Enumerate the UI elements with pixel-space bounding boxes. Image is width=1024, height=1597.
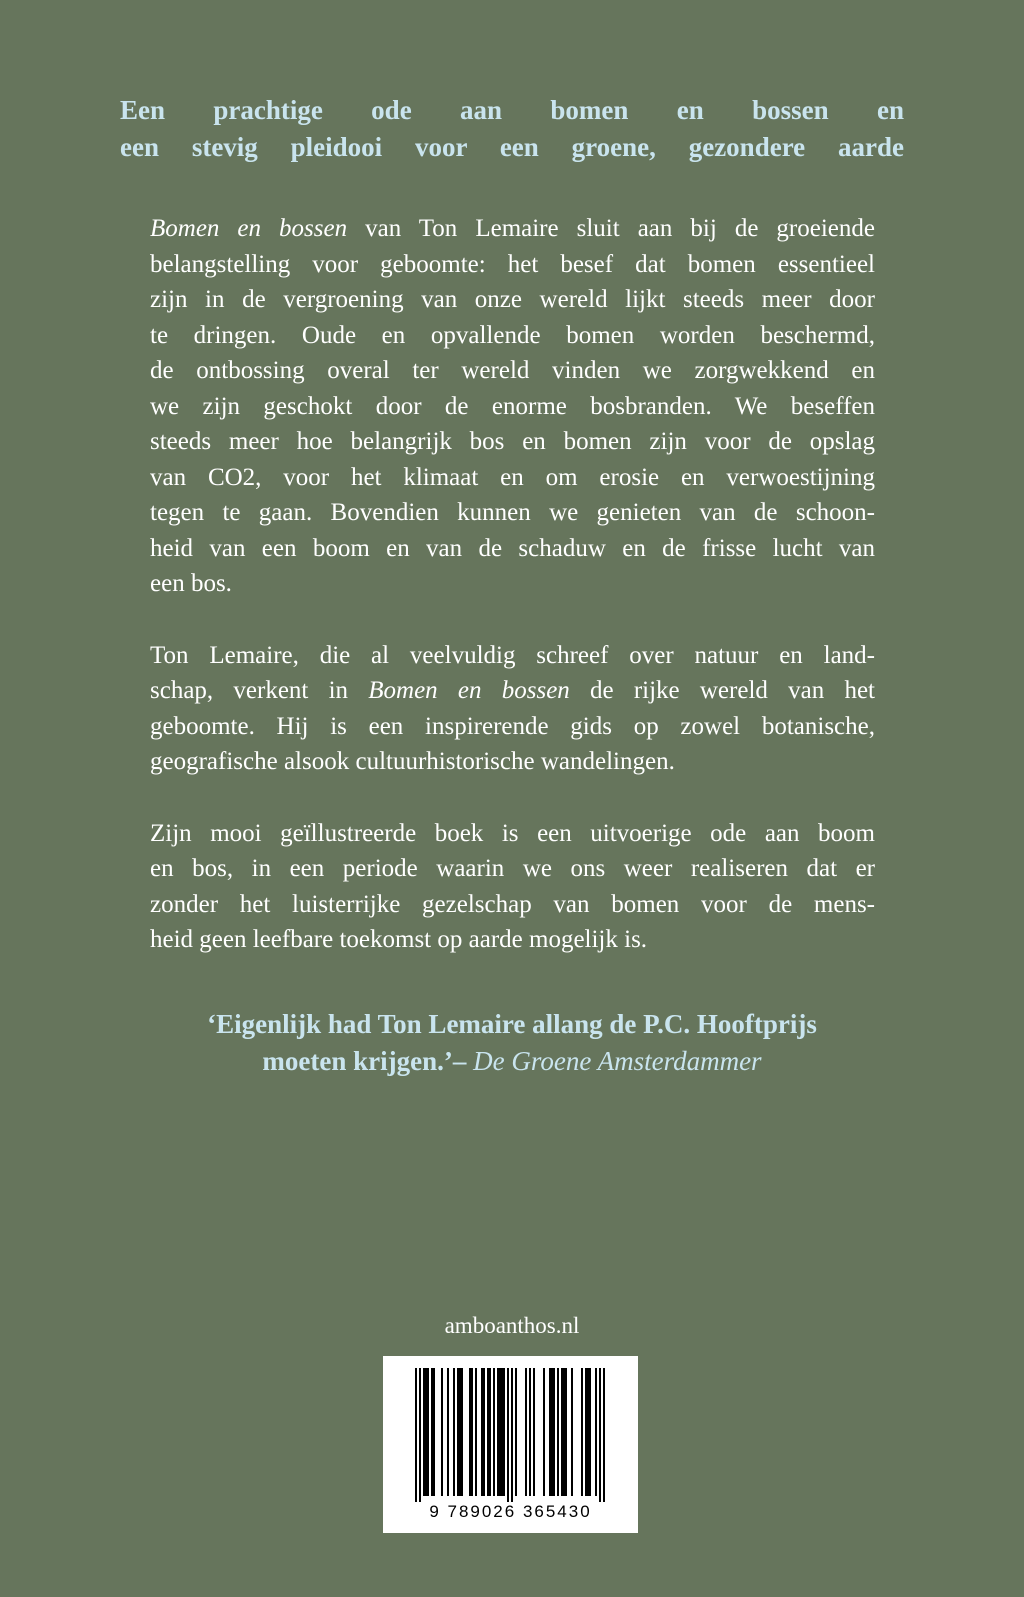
barcode-bar — [487, 1368, 489, 1496]
text-line — [150, 211, 875, 247]
barcode-bar — [431, 1368, 433, 1496]
barcode-bar — [529, 1368, 531, 1496]
barcode-bar — [587, 1368, 589, 1496]
barcode-bar — [503, 1368, 505, 1496]
barcode-bar — [457, 1368, 459, 1496]
barcode-bar — [489, 1368, 491, 1496]
barcode-guard-bar — [599, 1368, 601, 1502]
barcode-guard-bar — [419, 1368, 421, 1502]
publisher-website: amboanthos.nl — [444, 1313, 580, 1338]
text-line: en bos, in een periode waarin we ons weer realiseren dat er — [150, 855, 875, 882]
barcode-bar — [551, 1368, 553, 1496]
barcode-bar — [447, 1368, 449, 1496]
barcode-bar — [433, 1368, 435, 1496]
isbn-digits: 9 789026 365430 — [429, 1502, 592, 1521]
book-title: Bomen en bossen — [150, 215, 348, 242]
barcode-bar — [533, 1368, 535, 1496]
barcode-guard-bar — [415, 1368, 417, 1502]
text-run: schap, verkent in — [150, 677, 369, 704]
barcode-bar — [493, 1368, 495, 1496]
text-line: steeds meer hoe belangrijk bos en bomen zijn voor de opslag — [150, 428, 875, 455]
barcode-bar — [543, 1368, 545, 1496]
barcode-bar — [553, 1368, 555, 1496]
tagline-line-2: een stevig pleidooi voor een groene, gezondere aarde — [120, 132, 904, 162]
text-line: een bos. — [150, 570, 232, 597]
barcode-bar — [501, 1368, 503, 1496]
text-line: Ton Lemaire, die al veelvuldig schreef over natuur en land- — [150, 641, 875, 669]
barcode-bar — [585, 1368, 587, 1496]
barcode-bar — [469, 1368, 471, 1496]
isbn-barcode — [383, 1356, 638, 1533]
tagline-line-1: Een prachtige ode aan bomen en bossen en — [120, 95, 904, 125]
barcode-guard-bar — [603, 1368, 605, 1502]
text-line: zonder het luisterrijke gezelschap van bomen voor de mens- — [150, 890, 875, 918]
barcode-bar — [459, 1368, 461, 1496]
barcode-bar — [475, 1368, 477, 1496]
barcode-bar — [571, 1368, 573, 1496]
barcode-bar — [561, 1368, 563, 1496]
blurb-paragraph-3 — [150, 816, 875, 958]
barcode-bar — [453, 1368, 455, 1496]
barcode-bar — [427, 1368, 429, 1496]
barcode-guard-bar — [507, 1368, 509, 1502]
text-line: geboomte. Hij is een inspirerende gids op zowel botanische, — [150, 712, 875, 740]
barcode-bar — [565, 1368, 567, 1496]
text-line: belangstelling voor geboomte: het besef dat bomen essentieel — [150, 250, 875, 278]
barcode-bar — [581, 1368, 583, 1496]
text-line: te dringen. Oude en opvallende bomen worden beschermd, — [150, 321, 875, 349]
blurb-paragraph-2 — [150, 638, 875, 780]
barcode-bar — [423, 1368, 425, 1496]
text-line: heid geen leefbare toekomst op aarde mogelijk is. — [150, 926, 648, 953]
blurb — [150, 211, 875, 994]
text-line: de ontbossing overal ter wereld vinden we zorgwekkend en — [150, 357, 875, 384]
blurb-paragraph-1 — [150, 211, 875, 602]
barcode-bar — [461, 1368, 463, 1496]
text-line: Zijn mooi geïllustreerde boek is een uitvoerige ode aan boom — [150, 819, 875, 847]
review-quote — [120, 1006, 904, 1080]
barcode-bar — [481, 1368, 483, 1496]
barcode-bar — [499, 1368, 501, 1496]
book-title: Bomen en bossen — [368, 677, 570, 704]
barcode-bar — [515, 1368, 517, 1496]
barcode-bar — [589, 1368, 591, 1496]
quote-line-1: ‘Eigenlijk had Ton Lemaire allang de P.C. Hooftprijs — [207, 1009, 817, 1039]
text-line: zijn in de vergroening van onze wereld lijkt steeds meer door — [150, 286, 875, 313]
barcode-guard-bar — [511, 1368, 513, 1502]
barcode-bar — [441, 1368, 443, 1496]
barcode-bar — [425, 1368, 427, 1496]
text-line: heid van een boom en van de schaduw en de frisse lucht van — [150, 534, 875, 562]
barcode-bar — [471, 1368, 473, 1496]
quote-line-2 — [120, 1043, 904, 1080]
text-line — [150, 673, 875, 709]
barcode-bar — [525, 1368, 527, 1496]
barcode-bar — [549, 1368, 551, 1496]
barcode-bar — [595, 1368, 597, 1496]
barcode-bar — [563, 1368, 565, 1496]
text-line: we zijn geschokt door de enorme bosbranden. We beseffen — [150, 392, 875, 420]
text-line: van CO2, voor het klimaat en om erosie en verwoestijning — [150, 463, 875, 491]
barcode-bar — [557, 1368, 559, 1496]
barcode-bar — [497, 1368, 499, 1496]
text-run: van Ton Lemaire sluit aan bij de groeiende — [347, 215, 875, 242]
barcode-bar — [483, 1368, 485, 1496]
tagline — [120, 92, 904, 166]
quote-text: moeten krijgen.’– — [262, 1046, 474, 1076]
text-line: tegen te gaan. Bovendien kunnen we genieten van de schoon- — [150, 499, 875, 526]
quote-source: De Groene Amsterdammer — [473, 1046, 762, 1076]
text-line: geografische alsook cultuurhistorische wandelingen. — [150, 748, 675, 775]
text-run: de rijke wereld van het — [569, 677, 875, 704]
